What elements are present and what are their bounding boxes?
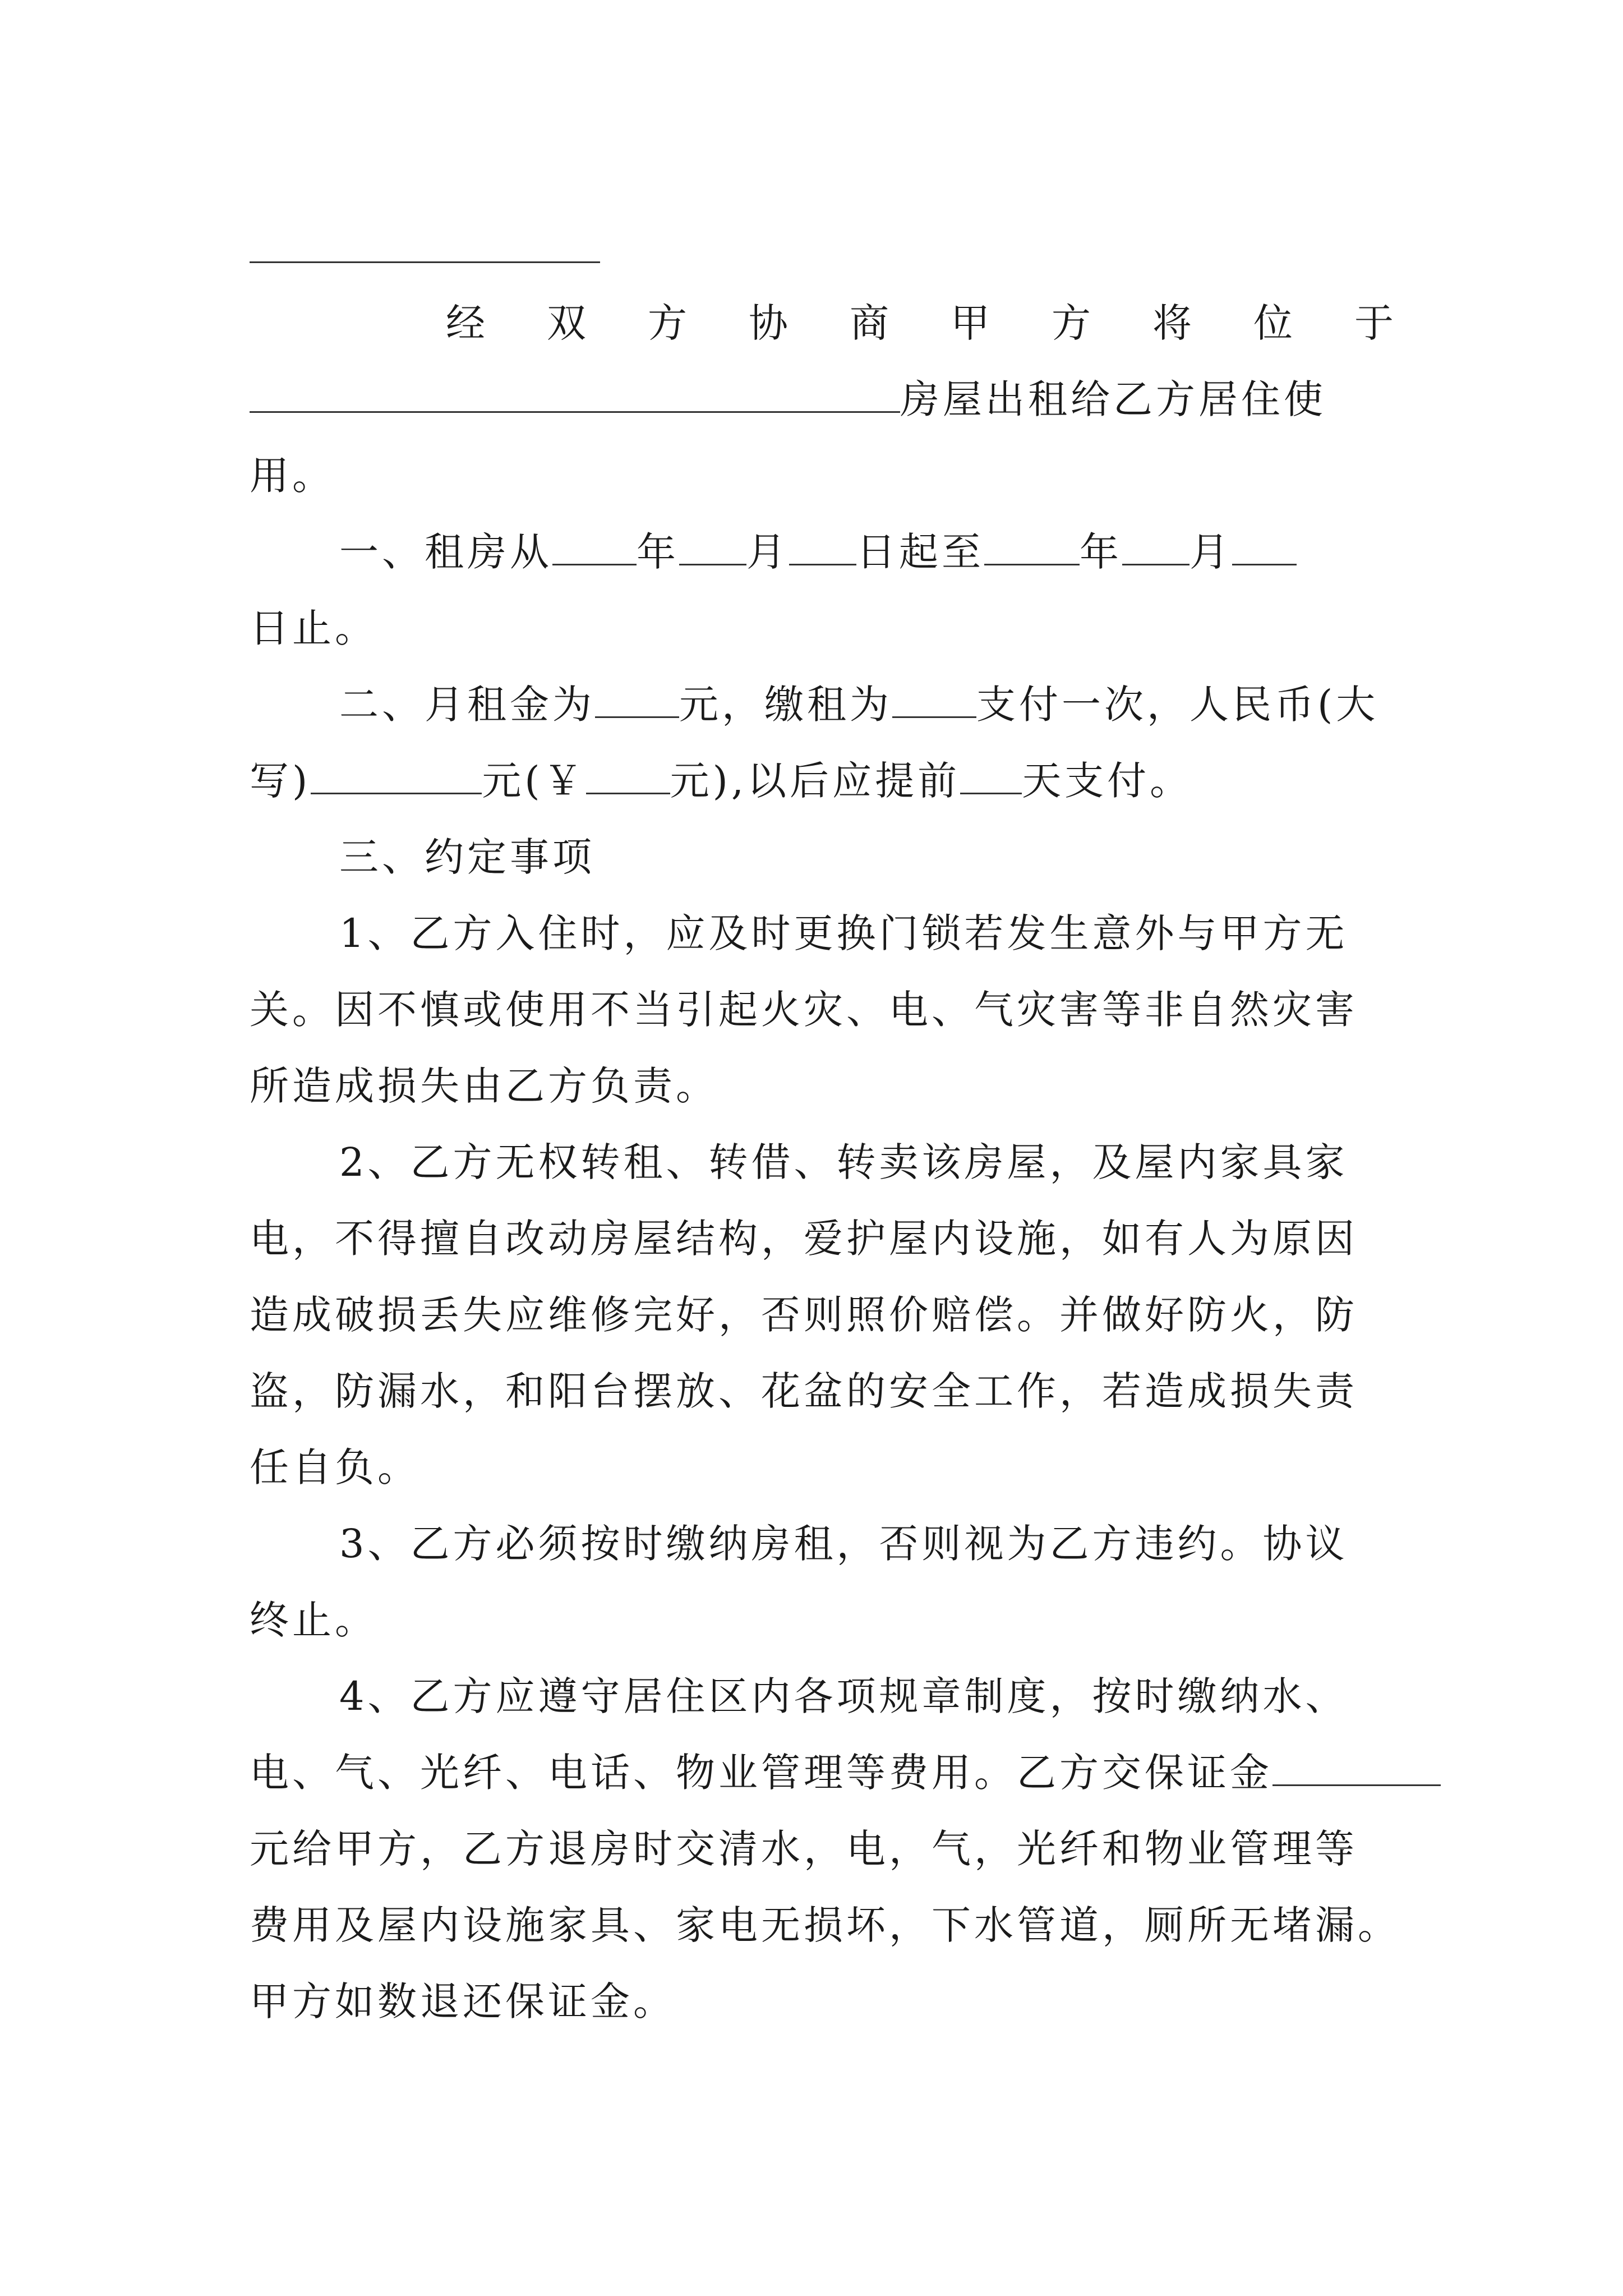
item4-line-2 [250,1734,1394,1811]
start-year-blank[interactable] [552,521,637,565]
end-day-blank[interactable] [1232,521,1297,565]
intro-char: 商 [850,300,889,346]
top-rule-line [250,261,600,263]
item1-line-1: 1、乙方入住时，应及时更换门锁若发生意外与甲方无 [339,910,1348,956]
start-day-blank[interactable] [789,521,856,565]
amount-in-words-blank[interactable] [311,750,482,794]
intro-line2-text: 房屋出租给乙方居住使 [900,376,1326,422]
clause3-heading: 三、约定事项 [339,834,595,880]
intro-char: 方 [648,300,687,346]
item2-line-1: 2、乙方无权转租、转借、转卖该房屋，及屋内家具家 [339,1139,1348,1185]
item3-line-1: 3、乙方必须按时缴纳房租，否则视为乙方违约。协议 [339,1521,1348,1567]
intro-char: 经 [446,300,485,346]
item4-line-1: 4、乙方应遵守居住区内各项规章制度，按时缴纳水、 [339,1673,1348,1719]
advance-days-blank[interactable] [960,750,1022,794]
item2-line-5: 任自负。 [250,1444,420,1490]
item2-line-2: 电，不得擅自改动房屋结构，爱护屋内设施，如有人为原因 [250,1216,1358,1262]
intro-char: 甲 [951,300,990,346]
intro-line-1 [446,285,1394,361]
clause2-yuan2: 元(￥ [482,758,586,804]
clause2-days: 天支付。 [1022,758,1193,804]
clause2-line-1 [250,666,1483,743]
amount-in-figures-blank[interactable] [586,750,670,794]
item4-line-4: 费用及屋内设施家具、家电无损坏，下水管道，厕所无堵漏。 [250,1902,1400,1948]
end-year-blank[interactable] [984,521,1080,565]
clause1-line-1 [250,514,1483,590]
clause2-line-2 [250,743,1394,819]
intro-char: 双 [547,300,586,346]
address-blank[interactable] [250,369,900,413]
clause2-caps: 写) [250,758,311,804]
clause2-yuan1: 元，缴租为 [679,682,892,728]
clause2-label: 二、月租金为 [339,682,595,728]
item3-line-2: 终止。 [250,1597,377,1643]
item2-line-4: 盗，防漏水，和阳台摆放、花盆的安全工作，若造成损失责 [250,1368,1358,1414]
clause1-line-2: 日止。 [250,605,377,651]
intro-char: 位 [1253,300,1293,346]
clause2-pay-once: 支付一次，人民币(大 [976,682,1379,728]
intro-char: 方 [1052,300,1091,346]
monthly-rent-blank[interactable] [595,674,679,718]
item2-line-3: 造成破损丢失应维修完好，否则照价赔偿。并做好防火，防 [250,1292,1358,1338]
item4-line2-text: 电、气、光纤、电话、物业管理等费用。乙方交保证金 [250,1750,1272,1796]
clause1-label: 一、租房从 [339,529,552,575]
end-month-blank[interactable] [1122,521,1189,565]
item1-line-3: 所造成损失由乙方负责。 [250,1063,718,1109]
item4-line-5: 甲方如数退还保证金。 [250,1978,676,2024]
clause1-month2: 月 [1189,529,1232,575]
start-month-blank[interactable] [679,521,746,565]
deposit-blank[interactable] [1272,1742,1441,1786]
intro-char: 于 [1354,300,1394,346]
item4-line-3: 元给甲方，乙方退房时交清水，电，气，光纤和物业管理等 [250,1826,1358,1872]
intro-line-3: 用。 [250,453,335,499]
clause1-year2: 年 [1080,529,1122,575]
intro-line-2 [250,361,1394,438]
clause1-day1: 日起至 [856,529,984,575]
clause1-month1: 月 [746,529,789,575]
clause2-yuan3: 元),以后应提前 [670,758,961,804]
intro-char: 将 [1152,300,1192,346]
item1-line-2: 关。因不慎或使用不当引起火灾、电、气灾害等非自然灾害 [250,987,1358,1033]
intro-char: 协 [749,300,788,346]
clause1-year1: 年 [637,529,679,575]
payment-period-blank[interactable] [892,674,976,718]
